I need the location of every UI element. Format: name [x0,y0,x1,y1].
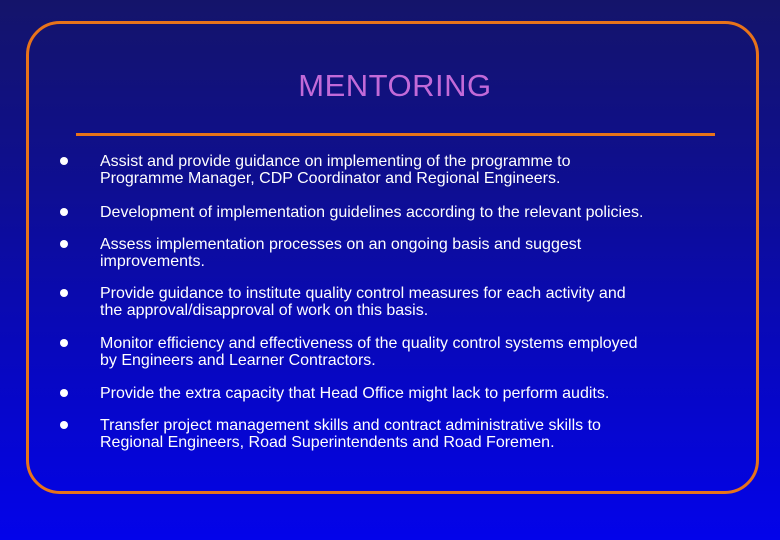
bullet-text: Provide the extra capacity that Head Office might lack to perform audits. [100,385,610,402]
bullet-dot-icon [60,389,68,397]
bullet-text: Assess implementation processes on an ongoing basis and suggest improvements. [100,236,582,270]
bullet-text: Monitor efficiency and effectiveness of the quality control systems employed by Engineers and Learner Contractors. [100,335,638,369]
bullet-dot-icon [60,240,68,248]
bullet-text: Assist and provide guidance on implementing of the programme to Programme Manager, CDP Coordinator and Regional Engineers. [100,153,571,187]
bullet-text: Development of implementation guidelines according to the relevant policies. [100,204,644,221]
bullet-dot-icon [60,157,68,165]
bullet-dot-icon [60,339,68,347]
bullet-dot-icon [60,208,68,216]
slide-title: MENTORING [298,68,492,103]
bullet-dot-icon [60,421,68,429]
bullet-dot-icon [60,289,68,297]
bullet-text: Transfer project management skills and contract administrative skills to Regional Engineers, Road Superintendents and Road Foremen. [100,417,601,451]
bullet-text: Provide guidance to institute quality control measures for each activity and the approval/disapproval of work on this basis. [100,285,626,319]
